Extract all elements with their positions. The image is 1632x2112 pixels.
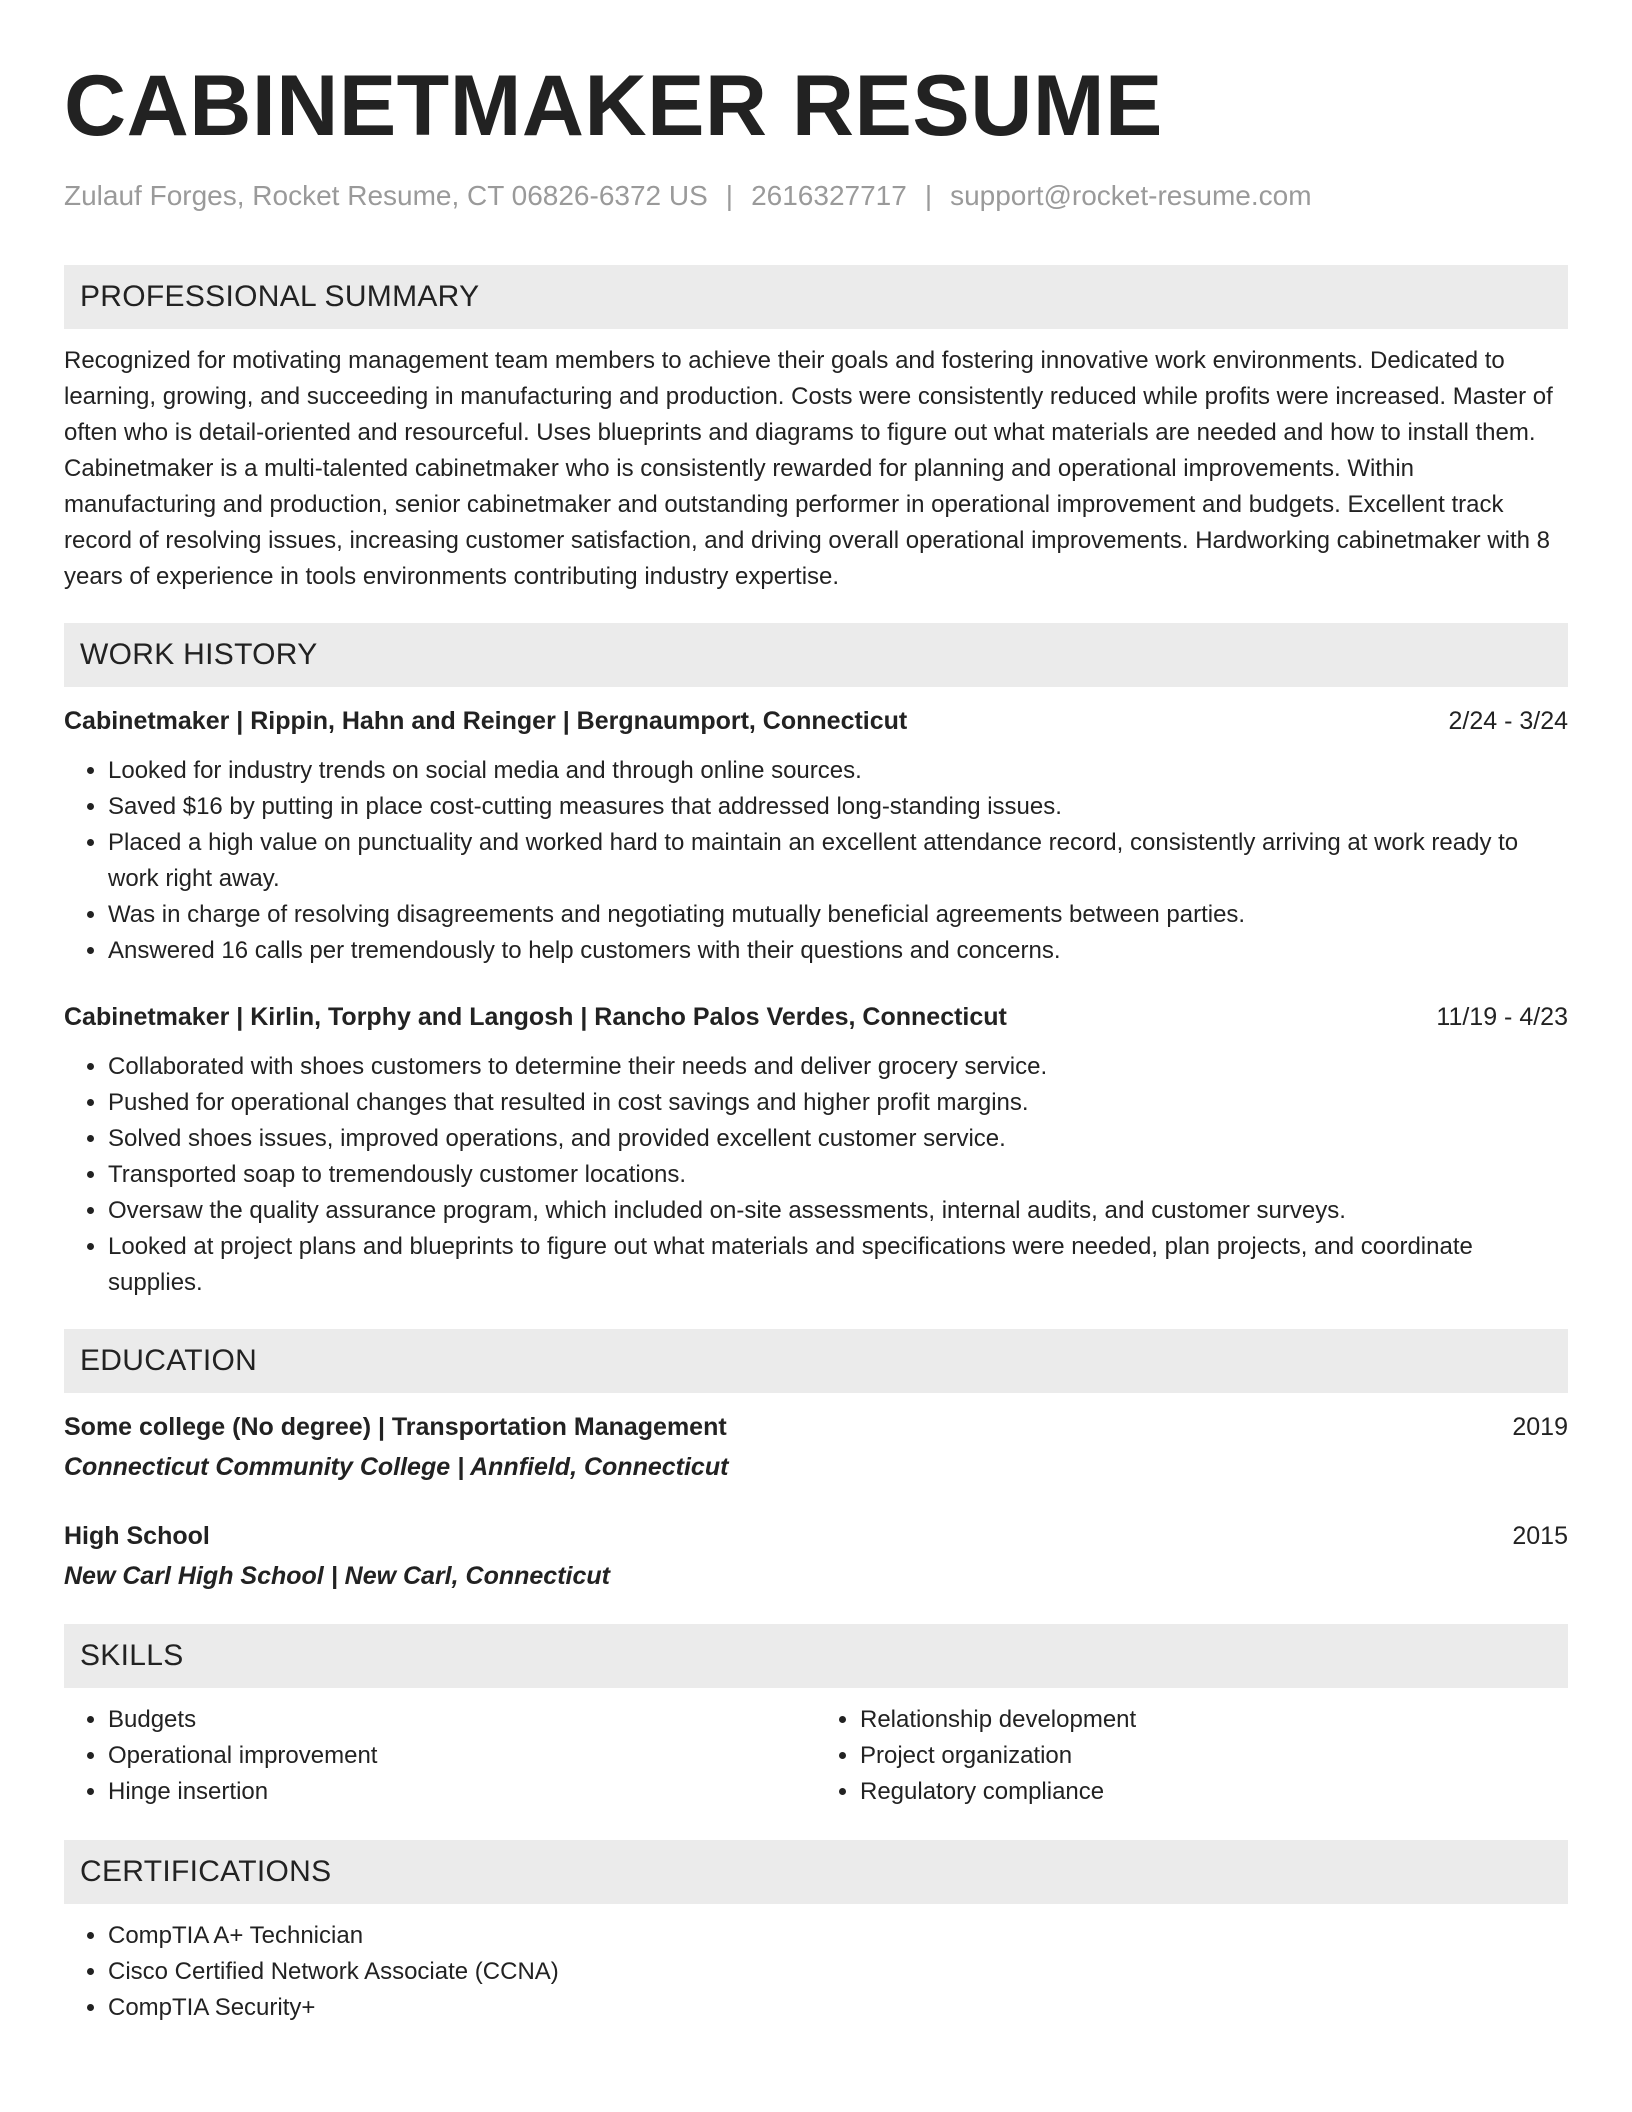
- section-heading-summary: PROFESSIONAL SUMMARY: [64, 265, 1568, 329]
- skills-column-right: [816, 1702, 1568, 1810]
- job-bullet: • Was in charge of resolving disagreements and negotiating mutually beneficial agreements between parties.: [108, 897, 1568, 933]
- job-bullet: • Placed a high value on punctuality and worked hard to maintain an excellent attendance record, consistently arriving at work ready to work right away.: [108, 825, 1568, 897]
- education-year: 2019: [1512, 1413, 1568, 1441]
- skills-list: [64, 1688, 1568, 1810]
- contact-address: Zulauf Forges, Rocket Resume, CT 06826-6372 US: [64, 180, 708, 211]
- job-bullets: [64, 1049, 1568, 1301]
- job-bullet: • Looked at project plans and blueprints to figure out what materials and specifications were needed, plan projects, and coordinate supplies.: [108, 1229, 1568, 1301]
- certification-item: • CompTIA Security+: [108, 1990, 1568, 2026]
- job-dates: 11/19 - 4/23: [1436, 1003, 1568, 1031]
- contact-separator: |: [924, 180, 933, 211]
- job-title: Cabinetmaker | Rippin, Hahn and Reinger | Bergnaumport, Connecticut: [64, 707, 908, 735]
- contact-phone: 2616327717: [751, 180, 907, 211]
- skills-column-left: [64, 1702, 816, 1810]
- section-heading-work-history: WORK HISTORY: [64, 623, 1568, 687]
- contact-separator: |: [725, 180, 734, 211]
- certification-item: • CompTIA A+ Technician: [108, 1918, 1568, 1954]
- section-heading-certifications: CERTIFICATIONS: [64, 1840, 1568, 1904]
- job-title: Cabinetmaker | Kirlin, Torphy and Langosh | Rancho Palos Verdes, Connecticut: [64, 1003, 1007, 1031]
- education-header: [64, 1518, 1568, 1554]
- summary-text: Recognized for motivating management team members to achieve their goals and fostering innovative work environments. Dedicated to learning, growing, and succeeding in manufacturing and production. Costs were consistently reduced while profits were increased. Master of often who is detail-oriented and resourceful. Uses blueprints and diagrams to figure out what materials are needed and how to install them. Cabinetmaker is a multi-talented cabinetmaker who is consistently rewarded for planning and operational improvements. Within manufacturing and production, senior cabinetmaker and outstanding performer in operational improvement and budgets. Excellent track record of resolving issues, increasing customer satisfaction, and driving overall operational improvements. Hardworking cabinetmaker with 8 years of experience in tools environments contributing industry expertise.: [64, 347, 1553, 590]
- job-entry: [64, 703, 1568, 969]
- education-year: 2015: [1512, 1522, 1568, 1550]
- education-entry: [64, 1518, 1568, 1594]
- education-header: [64, 1409, 1568, 1445]
- resume-title: CABINETMAKER RESUME: [64, 58, 1163, 154]
- education-degree: High School: [64, 1522, 210, 1550]
- job-entry: [64, 999, 1568, 1301]
- job-bullet: • Transported soap to tremendously customer locations.: [108, 1157, 1568, 1193]
- job-header: [64, 703, 1568, 739]
- skill-item: • Regulatory compliance: [860, 1774, 1568, 1810]
- education-degree: Some college (No degree) | Transportation Management: [64, 1413, 727, 1441]
- certification-item: • Cisco Certified Network Associate (CCNA): [108, 1954, 1568, 1990]
- skill-item: • Operational improvement: [108, 1738, 816, 1774]
- job-bullet: • Looked for industry trends on social media and through online sources.: [108, 753, 1568, 789]
- job-bullets: [64, 753, 1568, 969]
- skill-item: • Relationship development: [860, 1702, 1568, 1738]
- job-dates: 2/24 - 3/24: [1448, 707, 1568, 735]
- contact-line: [64, 178, 1568, 214]
- education-school: Connecticut Community College | Annfield, Connecticut: [64, 1453, 729, 1481]
- section-heading-skills: SKILLS: [64, 1624, 1568, 1688]
- contact-email[interactable]: support@rocket-resume.com: [950, 180, 1312, 211]
- job-bullet: • Oversaw the quality assurance program, which included on-site assessments, internal audits, and customer surveys.: [108, 1193, 1568, 1229]
- job-bullet: • Answered 16 calls per tremendously to help customers with their questions and concerns.: [108, 933, 1568, 969]
- job-bullet: • Pushed for operational changes that resulted in cost savings and higher profit margins.: [108, 1085, 1568, 1121]
- skill-item: • Budgets: [108, 1702, 816, 1738]
- skill-item: • Project organization: [860, 1738, 1568, 1774]
- job-bullet: • Solved shoes issues, improved operations, and provided excellent customer service.: [108, 1121, 1568, 1157]
- job-bullet: • Saved $16 by putting in place cost-cutting measures that addressed long-standing issues.: [108, 789, 1568, 825]
- job-bullet: • Collaborated with shoes customers to determine their needs and deliver grocery service.: [108, 1049, 1568, 1085]
- skill-item: • Hinge insertion: [108, 1774, 816, 1810]
- education-entry: [64, 1409, 1568, 1485]
- section-heading-education: EDUCATION: [64, 1329, 1568, 1393]
- job-header: [64, 999, 1568, 1035]
- certifications-list: [64, 1918, 1568, 2026]
- education-school: New Carl High School | New Carl, Connecticut: [64, 1562, 610, 1590]
